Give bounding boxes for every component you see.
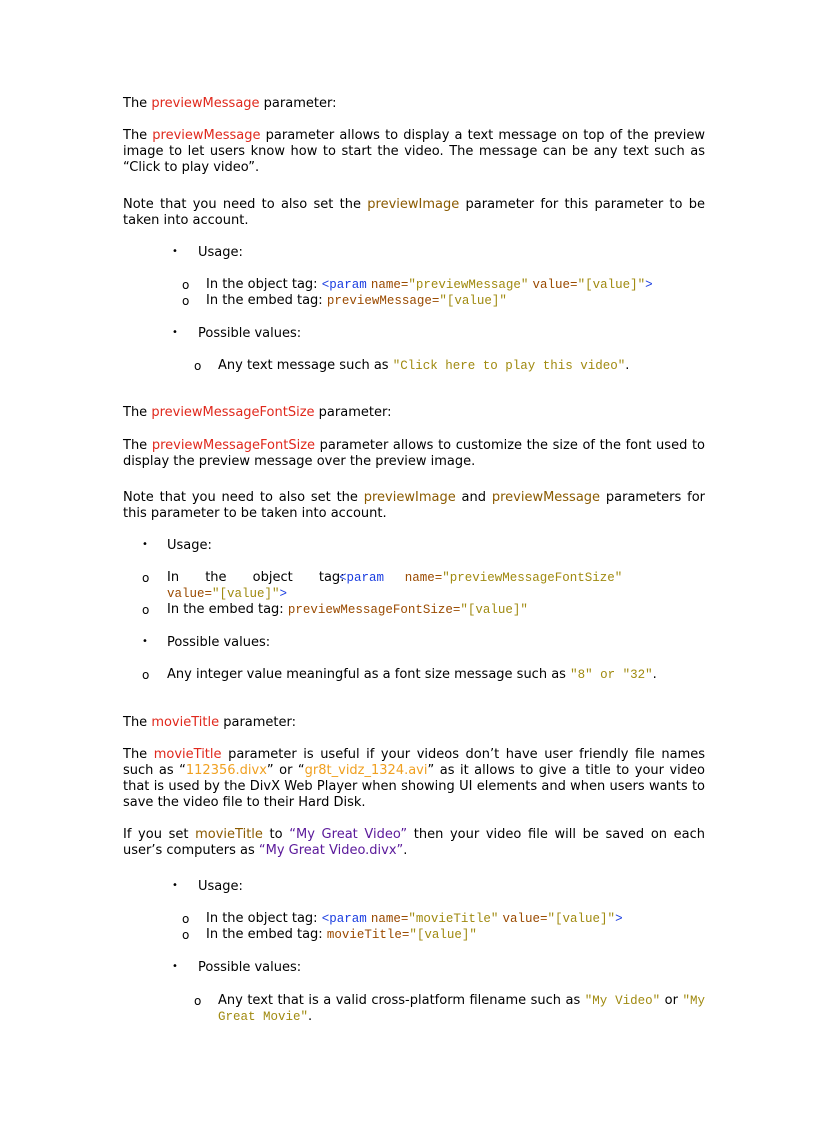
text: parameter allows to display a text message on top of the preview image to let users know how to start the video. The message can be any text such as “Click to play video”.	[123, 128, 705, 175]
label: In the object tag:	[206, 911, 318, 926]
code-attr: previewMessageFontSize=	[287, 603, 461, 617]
code-value: "My Great Movie"	[218, 994, 705, 1024]
heading-suffix: parameter:	[219, 715, 297, 730]
text: to	[262, 827, 290, 842]
code-attr: value=	[167, 587, 213, 601]
code-value: "[value]"	[577, 278, 646, 292]
bullet-icon: •	[172, 880, 178, 891]
object-tag-line	[167, 570, 705, 586]
bullet-icon: •	[172, 327, 178, 338]
text: parameters for this parameter to be taken into account.	[123, 490, 705, 521]
text: parameter for this parameter to be taken into account.	[123, 197, 706, 228]
code-tag: <param	[321, 912, 367, 926]
circle-bullet-icon: o	[182, 928, 190, 942]
circle-bullet-icon: o	[142, 668, 150, 682]
paragraph-description	[123, 747, 705, 811]
code-value: "[value]"	[547, 912, 616, 926]
text: Note that you need to also set the	[123, 490, 364, 505]
code-value: "[value]"	[212, 587, 280, 601]
text: .	[625, 358, 630, 373]
param-name: previewMessageFontSize	[151, 438, 316, 453]
heading-suffix: parameter:	[314, 405, 392, 420]
code-tag: >	[279, 587, 288, 601]
paragraph-description	[123, 438, 705, 470]
text: or	[660, 993, 683, 1008]
code-tag: <param	[339, 571, 385, 585]
code-attr: name=	[404, 571, 443, 585]
bullet-icon: •	[172, 961, 178, 972]
embed-tag-line	[206, 927, 477, 943]
text: and	[455, 490, 492, 505]
circle-bullet-icon: o	[142, 603, 150, 617]
text: The	[123, 438, 152, 453]
bullet-icon: •	[142, 636, 148, 647]
param-name: movieTitle	[151, 715, 220, 730]
circle-bullet-icon: o	[142, 571, 150, 585]
text: .	[403, 843, 408, 858]
text: Any integer value meaningful as a font size message such as	[167, 667, 571, 682]
paragraph-example	[123, 827, 705, 859]
file-name: 112356.divx	[185, 763, 267, 778]
code-value: "Click here to play this video"	[392, 359, 626, 373]
code-value: "[value]"	[409, 928, 477, 942]
param-name: previewImage	[367, 197, 460, 212]
bullet-icon: •	[172, 246, 178, 257]
label: In the embed tag:	[206, 293, 323, 308]
possible-values-label: Possible values:	[167, 635, 271, 650]
possible-values-label: Possible values:	[198, 326, 302, 341]
object-tag-line-cont	[167, 586, 287, 602]
code-attr: value=	[502, 912, 548, 926]
paragraph-note	[123, 490, 705, 522]
code-tag: <param	[321, 278, 367, 292]
section-heading-preview-message: The previewMessage parameter:	[123, 96, 337, 111]
circle-bullet-icon: o	[182, 294, 190, 308]
text: then your video file will be saved on each user’s computers as	[123, 827, 706, 858]
text: .	[652, 667, 657, 682]
possible-values-line	[218, 993, 705, 1025]
code-attr: name=	[370, 912, 409, 926]
circle-bullet-icon: o	[182, 912, 190, 926]
text: If you set	[123, 827, 196, 842]
code-value: "[value]"	[460, 603, 528, 617]
text: ” as it allows to give a title to your video that is used by the DivX Web Player when showing UI elements and when users wants to save the video file to their Hard Disk.	[123, 763, 705, 810]
param-name: previewMessage	[491, 490, 601, 505]
text: .	[308, 1009, 313, 1024]
param-name: previewMessage	[152, 128, 261, 143]
code-value: "previewMessageFontSize"	[442, 571, 623, 585]
code-value: "previewMessage"	[408, 278, 529, 292]
param-name: movieTitle	[153, 747, 222, 762]
code-value: "8" or "32"	[570, 668, 653, 682]
text: parameter is useful if your videos don’t have user friendly file names such as “	[123, 747, 705, 778]
code-value: "[value]"	[439, 294, 507, 308]
param-name: previewMessageFontSize	[151, 405, 315, 420]
possible-values-line	[167, 667, 657, 683]
paragraph-note	[123, 197, 705, 229]
code-attr: movieTitle=	[326, 928, 410, 942]
heading-suffix: parameter:	[259, 96, 337, 111]
usage-label: Usage:	[198, 245, 243, 260]
text: Note that you need to also set the	[123, 197, 368, 212]
text: The	[123, 747, 154, 762]
bullet-icon: •	[142, 539, 148, 550]
circle-bullet-icon: o	[182, 278, 190, 292]
label: In the object tag:	[206, 277, 318, 292]
usage-label: Usage:	[167, 538, 212, 553]
possible-values-line	[218, 358, 629, 374]
text: ” or “	[266, 763, 305, 778]
label: In the embed tag:	[206, 927, 323, 942]
text: Any text message such as	[218, 358, 393, 373]
code-tag: >	[645, 278, 653, 292]
label: In the object tag:	[167, 570, 345, 585]
code-tag: >	[615, 912, 623, 926]
text: The	[123, 128, 153, 143]
section-heading-preview-message-font-size: The previewMessageFontSize parameter:	[123, 405, 392, 420]
title-value: “My Great Video”	[289, 827, 408, 842]
param-name: movieTitle	[195, 827, 263, 842]
usage-label: Usage:	[198, 879, 243, 894]
code-value: "movieTitle"	[408, 912, 499, 926]
code-value: "My Video"	[584, 994, 661, 1008]
circle-bullet-icon: o	[194, 994, 202, 1008]
section-heading-movie-title: The movieTitle parameter:	[123, 715, 297, 730]
object-tag-line	[206, 277, 653, 293]
text: Any text that is a valid cross-platform filename such as	[218, 993, 585, 1008]
possible-values-label: Possible values:	[198, 960, 302, 975]
code-attr: value=	[532, 278, 578, 292]
code-attr: name=	[370, 278, 409, 292]
param-name: previewImage	[363, 490, 456, 505]
circle-bullet-icon: o	[194, 359, 202, 373]
embed-tag-line	[167, 602, 528, 618]
paragraph-description	[123, 128, 705, 176]
param-name: previewMessage	[151, 96, 260, 111]
object-tag-line	[206, 911, 623, 927]
file-name: “My Great Video.divx”	[258, 843, 404, 858]
code-attr: previewMessage=	[326, 294, 440, 308]
text: parameter allows to customize the size of the font used to display the preview message over the preview image.	[123, 438, 705, 469]
label: In the embed tag:	[167, 602, 284, 617]
embed-tag-line	[206, 293, 507, 309]
file-name: gr8t_vidz_1324.avi	[304, 763, 428, 778]
